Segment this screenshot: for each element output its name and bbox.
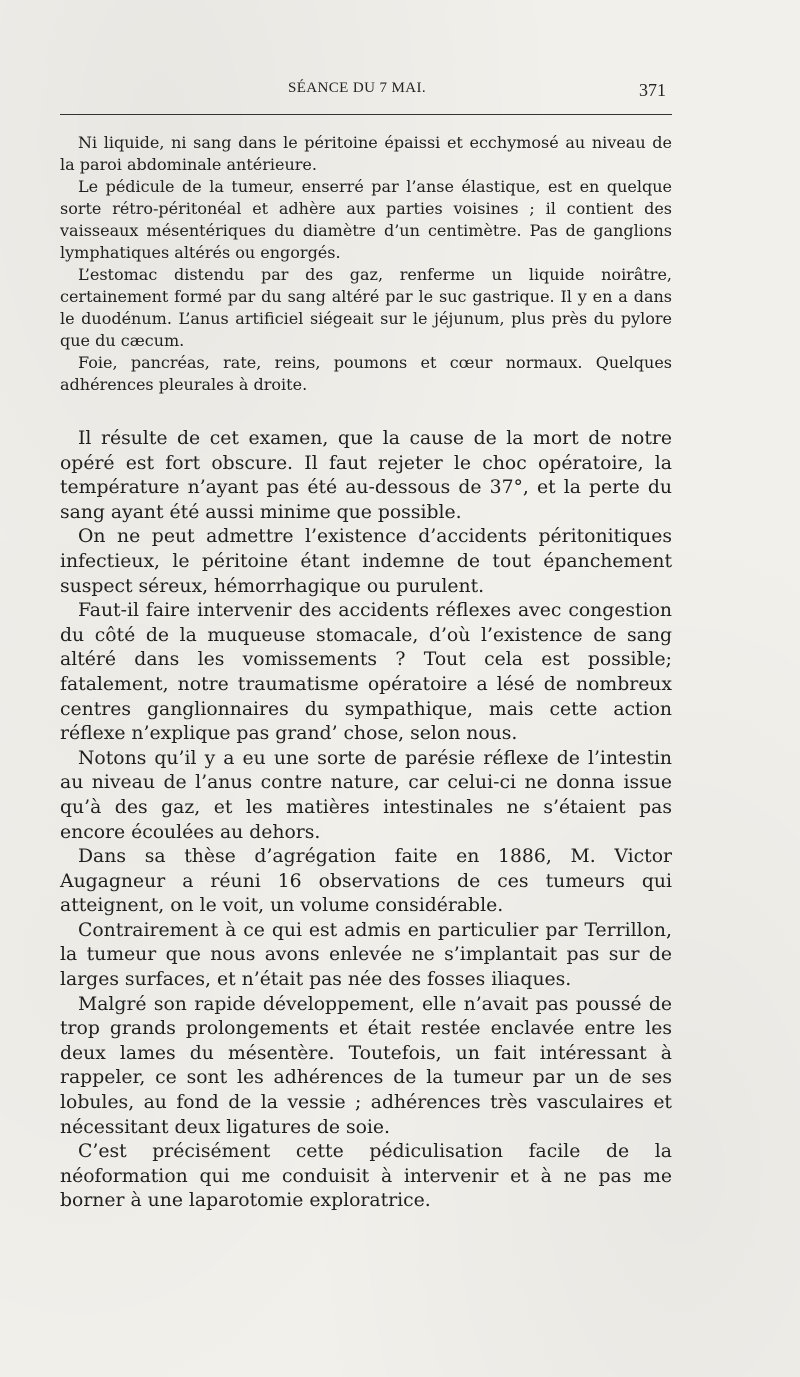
page-header (60, 80, 672, 104)
discussion-text (60, 427, 672, 1214)
paragraph: Faut-il faire intervenir des accidents réflexes avec congestion du côté de la muqueuse stomacale, d’où l’existence de sang altéré dans les vomissements ? Tout cela est possible; fatalement, notre traumatisme opératoire a lésé de nombreux centres ganglionnaires du sympathique, mais cette action réflexe n’explique pas grand’ chose, selon nous. (60, 600, 672, 745)
running-title: SÉANCE DU 7 MAI. (288, 80, 427, 96)
paragraph: Malgré son rapide développement, elle n’avait pas poussé de trop grands prolongements et était restée enclavée entre les deux lames du mésentère. Toutefois, un fait intéressant à rappeler, ce sont les adhérences de la tumeur par un de ses lobules, au fond de la vessie ; adhérences très vasculaires et nécessitant deux ligatures de soie. (60, 993, 672, 1138)
paragraph: C’est précisément cette pédiculisation facile de la néoformation qui me conduisit à intervenir et à ne pas me borner à une laparotomie exploratrice. (60, 1141, 672, 1212)
header-rule (60, 114, 672, 115)
paragraph: Dans sa thèse d’agrégation faite en 1886, M. Victor Augagneur a réuni 16 observations de ces tumeurs qui atteignent, on le voit, un volume considérable. (60, 846, 672, 917)
autopsy-findings (60, 132, 672, 396)
page-number: 371 (639, 80, 666, 100)
paragraph: L’estomac distendu par des gaz, renferme un liquide noirâtre, certainement formé par du sang altéré par le suc gastrique. Il y en a dans le duodénum. L’anus artificiel siégeait sur le jéjunum, plus près du pylore que du cæcum. (60, 265, 672, 350)
paragraph: On ne peut admettre l’existence d’accidents péritonitiques infectieux, le péritoine étant indemne de tout épanchement suspect séreux, hémorrhagique ou purulent. (60, 526, 672, 597)
paragraph: Foie, pancréas, rate, reins, poumons et cœur normaux. Quelques adhérences pleurales à droite. (60, 353, 672, 394)
paragraph: Le pédicule de la tumeur, enserré par l’anse élastique, est en quelque sorte rétro-péritonéal et adhère aux parties voisines ; il contient des vaisseaux mésentériques du diamètre d’un centimètre. Pas de ganglions lymphatiques altérés ou engorgés. (60, 177, 672, 262)
paragraph: Il résulte de cet examen, que la cause de la mort de notre opéré est fort obscure. Il faut rejeter le choc opératoire, la température n’ayant pas été au-dessous de 37°, et la perte du sang ayant été aussi minime que possible. (60, 428, 672, 523)
paragraph: Contrairement à ce qui est admis en particulier par Terrillon, la tumeur que nous avons enlevée ne s’implantait pas sur de larges surfaces, et n’était pas née des fosses iliaques. (60, 919, 672, 991)
paragraph: Ni liquide, ni sang dans le péritoine épaissi et ecchymosé au niveau de la paroi abdominale antérieure. (60, 133, 672, 174)
paragraph: Notons qu’il y a eu une sorte de parésie réflexe de l’intestin au niveau de l’anus contre nature, car celui-ci ne donna issue qu’à des gaz, et les matières intestinales ne s’étaient pas encore écoulées au dehors. (60, 747, 672, 843)
